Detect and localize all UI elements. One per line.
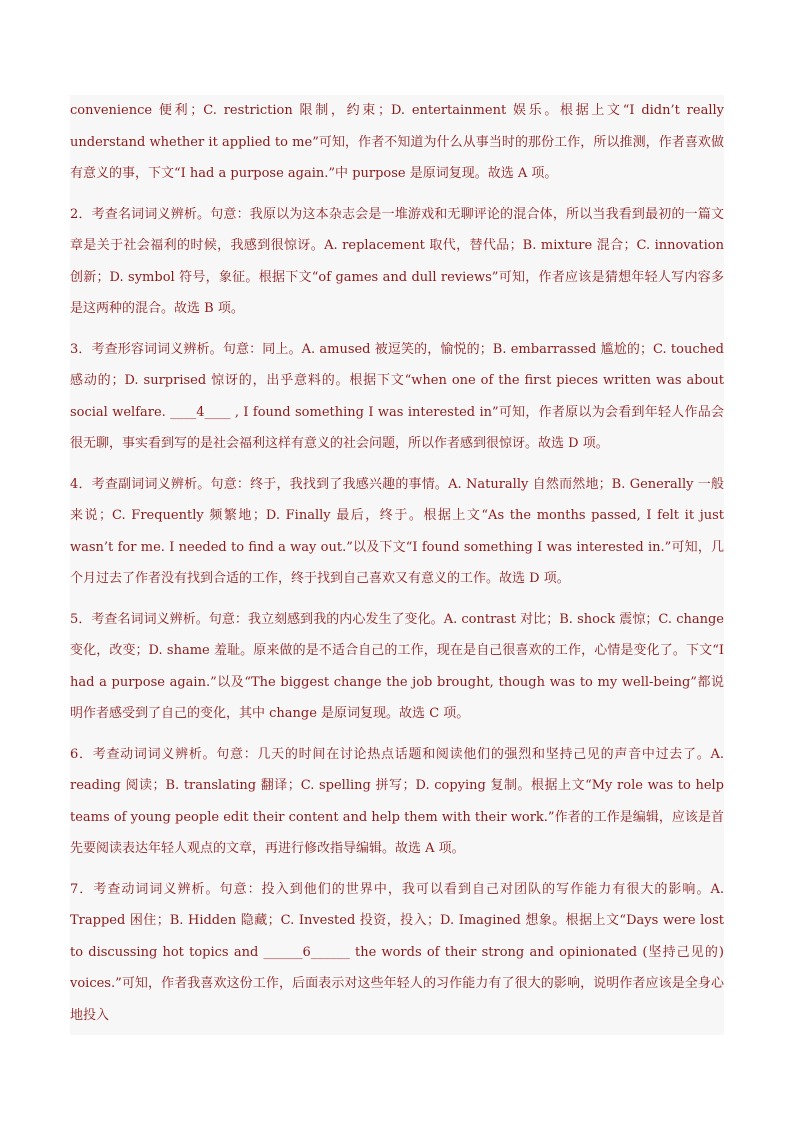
explanation-paragraph-1-continued: convenience 便利；C. restriction 限制，约束；D. entertainment 娱乐。根据上文“I didn’t really understand whether it applied to me”可知，作者不知道为什么从事当时的那份工作，所以推测，作者喜欢做有意义的事，下文“I had a purpose again.”中 purpose 是原词复现。故选 A 项。 — [70, 103, 724, 181]
explanation-item-2: 2．考查名词词义辨析。句意：我原以为这本杂志会是一堆游戏和无聊评论的混合体，所以当我看到最初的一篇文章是关于社会福利的时候，我感到很惊讶。A. replacement 取代，替代品；B. mixture 混合；C. innovation 创新；D. symbol 符号，象征。根据下文“of games and dull reviews”可知，作者应该是猜想年轻人写内容多是这两种的混合。故选 B 项。 — [70, 206, 724, 316]
answer-explanation-block — [70, 95, 724, 1035]
explanation-item-6: 6．考查动词词义辨析。句意：几天的时间在讨论热点话题和阅读他们的强烈和坚持己见的声音中过去了。A. reading 阅读；B. translating 翻译；C. spelling 拼写；D. copying 复制。根据上文“My role was to help teams of young people edit their content and help them with their work.”作者的工作是编辑，应该是首先要阅读表达年轻人观点的文章，再进行修改指导编辑。故选 A 项。 — [70, 746, 724, 856]
explanation-item-4: 4．考查副词词义辨析。句意：终于，我找到了我感兴趣的事情。A. Naturally 自然而然地；B. Generally 一般来说；C. Frequently 频繁地；D. Finally 最后，终于。根据上文“As the months passed, I felt it just wasn’t for me. I needed to find a way out.”以及下文“I found something I was interested in.”可知，几个月过去了作者没有找到合适的工作，终于找到自己喜欢又有意义的工作。故选 D 项。 — [70, 476, 724, 586]
explanation-item-7: 7．考查动词词义辨析。句意：投入到他们的世界中，我可以看到自己对团队的写作能力有很大的影响。A. Trapped 困住；B. Hidden 隐藏；C. Invested 投资，投入；D. Imagined 想象。根据上文“Days were lost to discussing hot topics and ______6______ the words of their strong and opinionated (坚持己见的) voices.”可知，作者我喜欢这份工作，后面表示对这些年轻人的习作能力有了很大的影响，说明作者应该是全身心地投入 — [70, 881, 724, 1023]
explanation-item-3: 3．考查形容词词义辨析。句意：同上。A. amused 被逗笑的，愉悦的；B. embarrassed 尴尬的；C. touched 感动的；D. surprised 惊讶的，出乎意料的。根据下文“when one of the first pieces written was about social welfare. ____4____ , I found something I was interested in”可知，作者原以为会看到年轻人作品会很无聊，事实看到写的是社会福利这样有意义的社会问题，所以作者感到很惊讶。故选 D 项。 — [70, 341, 724, 451]
explanation-item-5: 5．考查名词词义辨析。句意：我立刻感到我的内心发生了变化。A. contrast 对比；B. shock 震惊；C. change 变化，改变；D. shame 羞耻。原来做的是不适合自己的工作，现在是自己很喜欢的工作，心情是变化了。下文“I had a purpose again.”以及“The biggest change the job brought, though was to my well-being”都说明作者感受到了自己的变化，其中 change 是原词复现。故选 C 项。 — [70, 611, 724, 721]
